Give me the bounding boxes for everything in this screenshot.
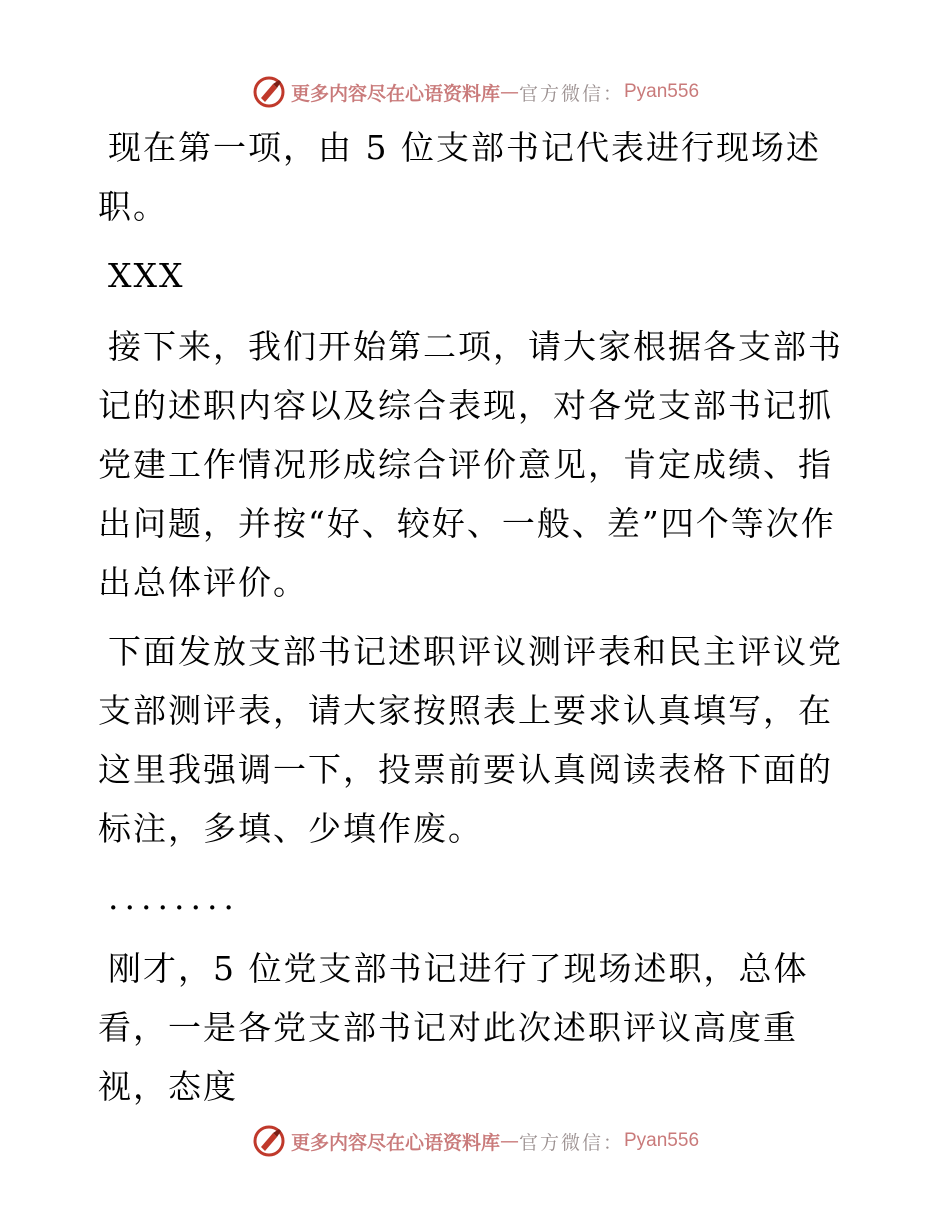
paragraph-2: XXX: [108, 256, 185, 295]
footer-wechat-label: 官方微信：: [518, 1131, 624, 1154]
paragraph-6: 刚才，5 位党支部书记进行了现场述职，总体看，一是各党支部书记对此次述职评议高度重视，态度: [98, 949, 809, 1106]
header-banner: [0, 70, 950, 114]
logo-icon: [251, 74, 287, 110]
document-body: [98, 118, 850, 1126]
footer-ad-text: 更多内容尽在心语资料库: [290, 1131, 500, 1154]
paragraph-1: 现在第一项，由 5 位支部书记代表进行现场述职。: [98, 128, 821, 226]
footer-wechat-id: Pyan556: [624, 1130, 700, 1151]
paragraph-4: 下面发放支部书记述职评议测评表和民主评议党支部测评表，请大家按照表上要求认真填写，在这里我强调一下，投票前要认真阅读表格下面的标注，多填、少填作废。: [98, 632, 843, 848]
paragraph-3: 接下来，我们开始第二项，请大家根据各支部书记的述职内容以及综合表现，对各党支部书记抓党建工作情况形成综合评价意见，肯定成绩、指出问题，并按“好、较好、一般、差”四个等次作出总体评价。: [98, 327, 843, 602]
header-ad-dash: —: [499, 81, 519, 103]
header-ad-text: 更多内容尽在心语资料库: [290, 82, 500, 105]
logo-icon: [251, 1123, 287, 1159]
paragraph-5-ellipsis: ........: [108, 878, 240, 917]
header-wechat-label: 官方微信：: [518, 82, 624, 105]
footer-ad-dash: —: [499, 1130, 519, 1152]
header-wechat-id: Pyan556: [624, 81, 700, 102]
footer-banner: [0, 1119, 950, 1163]
